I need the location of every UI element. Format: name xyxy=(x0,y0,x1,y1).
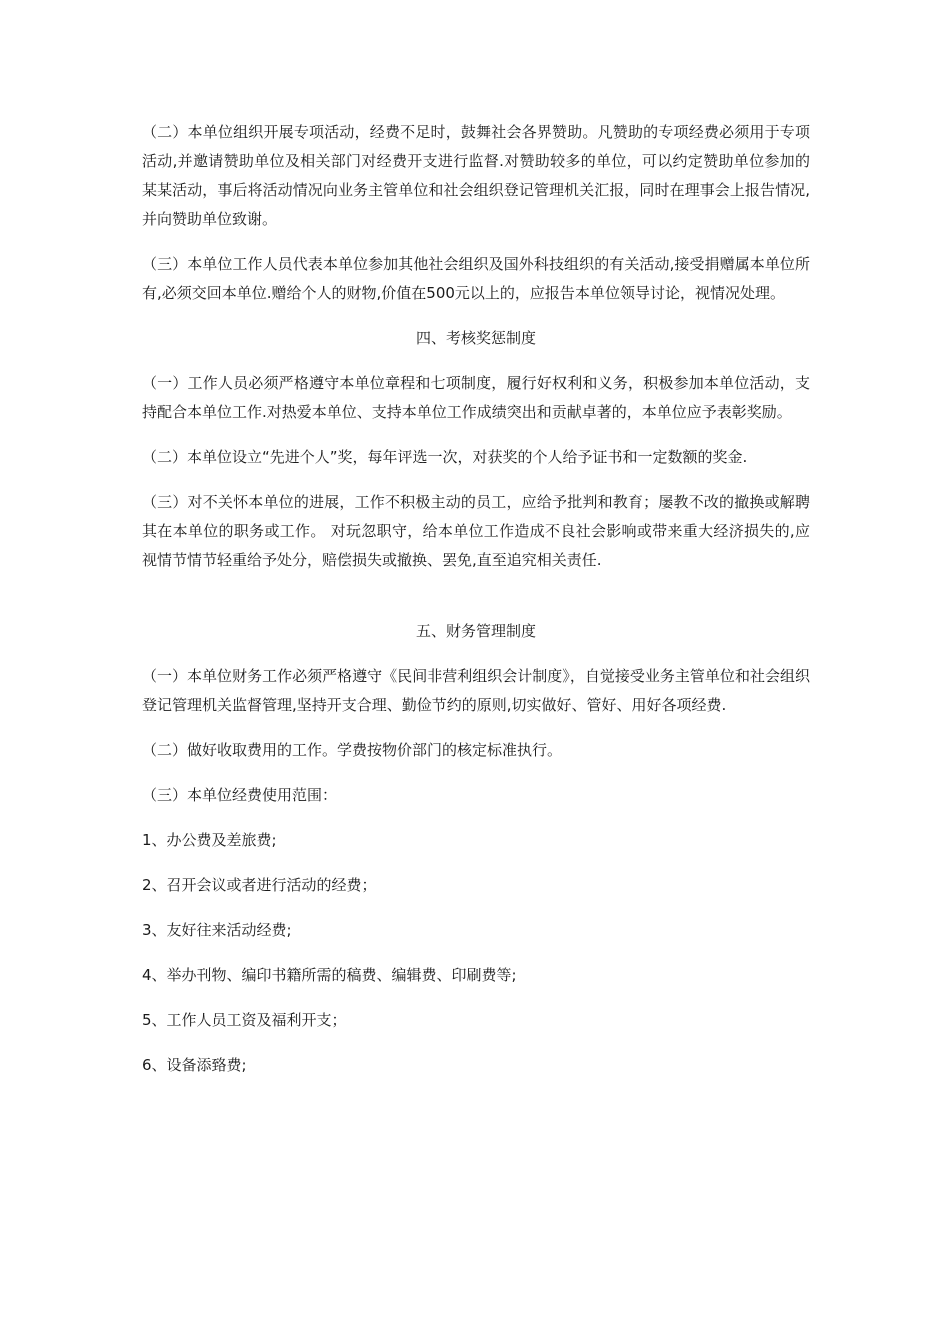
section-heading-assessment: 四、考核奖惩制度 xyxy=(415,329,536,347)
list-item: 4、举办刊物、编印书籍所需的稿费、编辑费、印刷费等; xyxy=(142,966,517,984)
paragraph-finance-1: （一）本单位财务工作必须严格遵守《民间非营利组织会计制度》，自觉接受业务主管单位和社会组织登记管理机关监督管理,坚持开支合理、勤俭节约的原则,切实做好、管好、用好各项经费. xyxy=(142,667,810,714)
paragraph-finance-3: （三）本单位经费使用范围： xyxy=(142,786,338,804)
paragraph-assessment-2: （二）本单位设立“先进个人”奖，每年评选一次，对获奖的个人给予证书和一定数额的奖金. xyxy=(142,448,748,466)
paragraph-sponsorship: （二）本单位组织开展专项活动，经费不足时，鼓舞社会各界赞助。凡赞助的专项经费必须用于专项活动,并邀请赞助单位及相关部门对经费开支进行监督.对赞助较多的单位，可以约定赞助单位参加的某某活动，事后将活动情况向业务主管单位和社会组织登记管理机关汇报，同时在理事会上报告情况,并向赞助单位致谢。 xyxy=(142,123,810,228)
paragraph-finance-2: （二）做好收取费用的工作。学费按物价部门的核定标准执行。 xyxy=(142,741,563,759)
document-page xyxy=(142,118,810,1096)
list-item: 2、召开会议或者进行活动的经费； xyxy=(142,876,377,894)
paragraph-assessment-1: （一）工作人员必须严格遵守本单位章程和七项制度，履行好权利和义务，积极参加本单位活动，支持配合本单位工作.对热爱本单位、支持本单位工作成绩突出和贡献卓著的，本单位应予表彰奖励。 xyxy=(142,374,810,421)
section-heading-finance: 五、财务管理制度 xyxy=(415,622,536,640)
list-item: 6、设备添臵费; xyxy=(142,1056,247,1074)
paragraph-donations: （三）本单位工作人员代表本单位参加其他社会组织及国外科技组织的有关活动,接受捐赠属本单位所有,必须交回本单位.赠给个人的财物,价值在500元以上的，应报告本单位领导讨论，视情况处理。 xyxy=(142,255,810,302)
list-item: 5、工作人员工资及福利开支； xyxy=(142,1011,347,1029)
paragraph-assessment-3: （三）对不关怀本单位的进展，工作不积极主动的员工，应给予批判和教育；屡教不改的撤换或解聘其在本单位的职务或工作。 对玩忽职守，给本单位工作造成不良社会影响或带来重大经济损失的,应视情节情节轻重给予处分，赔偿损失或撤换、罢免,直至追究相关责任. xyxy=(142,493,810,569)
list-item: 3、友好往来活动经费; xyxy=(142,921,292,939)
list-item: 1、办公费及差旅费; xyxy=(142,831,277,849)
expense-list xyxy=(142,826,810,1080)
